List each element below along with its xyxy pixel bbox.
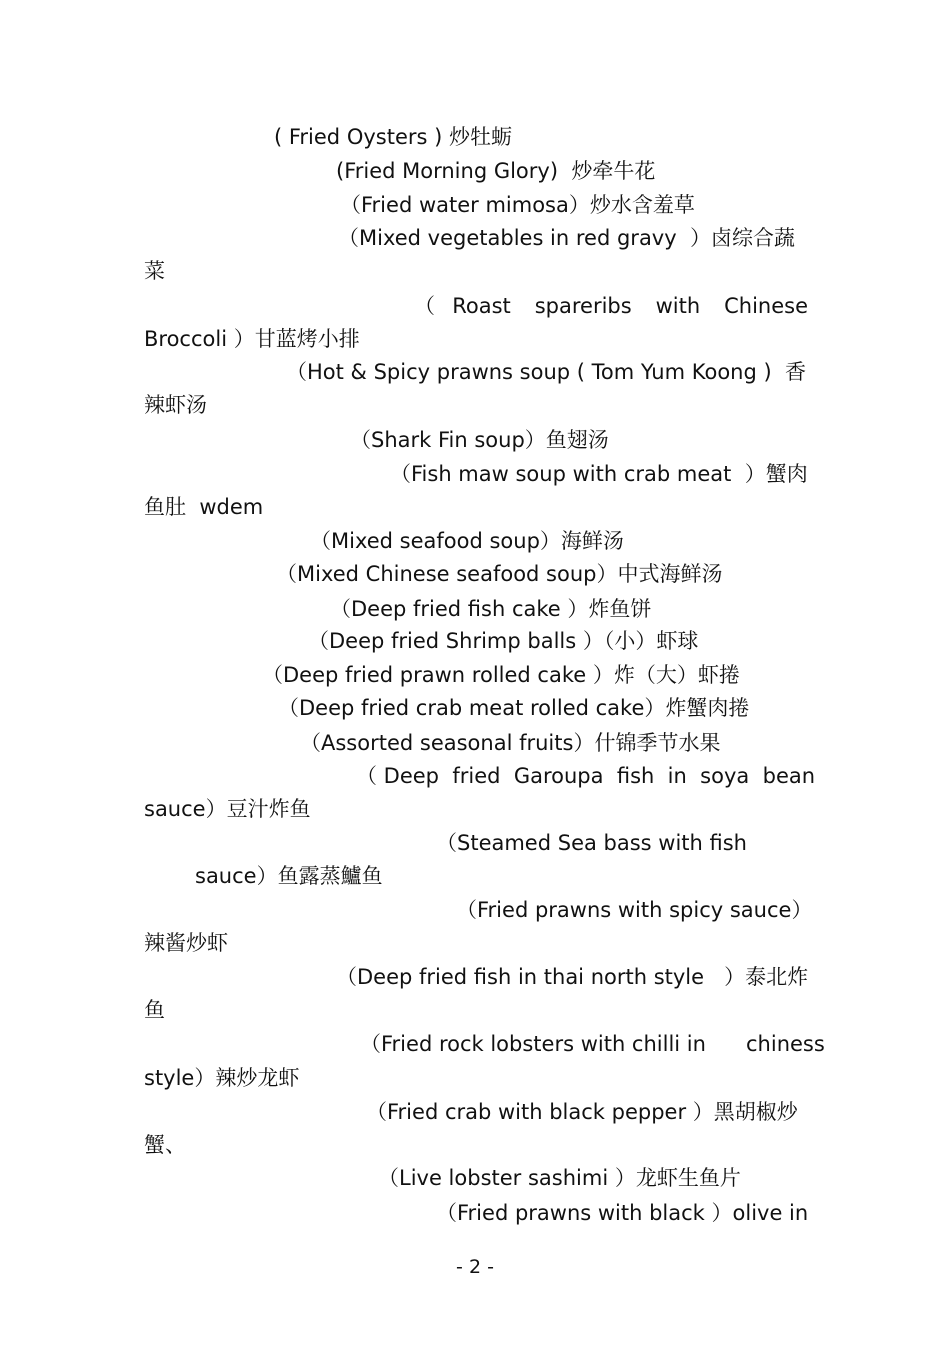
page-number: - 2 - bbox=[456, 1256, 494, 1278]
menu-line: （Fried crab with black pepper ）黑胡椒炒 bbox=[366, 1100, 798, 1124]
menu-line: （Mixed vegetables in red gravy ）卤综合蔬 bbox=[338, 226, 796, 250]
menu-line: 蟹、 bbox=[144, 1133, 186, 1157]
menu-line: （Fried prawns with black ）olive in bbox=[436, 1201, 809, 1225]
menu-line: (Fried Morning Glory) 炒牵牛花 bbox=[336, 159, 656, 183]
menu-line: 辣虾汤 bbox=[144, 393, 207, 417]
menu-line: sauce）豆汁炸鱼 bbox=[144, 797, 311, 821]
menu-line: （Fish maw soup with crab meat ）蟹肉 bbox=[390, 462, 808, 486]
menu-line: （ Deep fried Garoupa fish in soya bean bbox=[356, 764, 816, 788]
menu-line: （Deep fried fish cake ）炸鱼饼 bbox=[330, 597, 652, 621]
menu-line: sauce）鱼露蒸鱸鱼 bbox=[195, 864, 383, 888]
menu-line: style）辣炒龙虾 bbox=[144, 1066, 300, 1090]
menu-line: 鱼 bbox=[144, 998, 165, 1022]
menu-line: （Fried rock lobsters with chilli in chiness bbox=[360, 1032, 825, 1056]
menu-line: （Steamed Sea bass with fish bbox=[436, 831, 747, 855]
menu-line: （Mixed seafood soup）海鲜汤 bbox=[310, 529, 624, 553]
menu-line: （Deep fried crab meat rolled cake）炸蟹肉捲 bbox=[278, 696, 750, 720]
menu-line: （Deep fried prawn rolled cake ）炸（大）虾捲 bbox=[262, 663, 740, 687]
menu-line: （ Roast spareribs with Chinese bbox=[414, 294, 808, 318]
menu-line: （Assorted seasonal fruits）什锦季节水果 bbox=[300, 731, 721, 755]
menu-line: ( Fried Oysters ) 炒牡蛎 bbox=[274, 125, 512, 149]
menu-line: 鱼肚 wdem bbox=[144, 495, 264, 519]
menu-line: （Fried water mimosa）炒水含羞草 bbox=[340, 193, 695, 217]
menu-line: （Mixed Chinese seafood soup）中式海鲜汤 bbox=[276, 562, 723, 586]
menu-line: （Hot & Spicy prawns soup ( Tom Yum Koong ) 香 bbox=[286, 360, 807, 384]
menu-line: （Live lobster sashimi ）龙虾生鱼片 bbox=[378, 1166, 741, 1190]
menu-line: （Deep fried fish in thai north style ）泰北炸 bbox=[336, 965, 809, 989]
menu-line: 菜 bbox=[144, 259, 165, 283]
menu-line: Broccoli ）甘蓝烤小排 bbox=[144, 327, 360, 351]
menu-line: （Shark Fin soup）鱼翅汤 bbox=[350, 428, 609, 452]
menu-line: （Deep fried Shrimp balls ）（小）虾球 bbox=[308, 629, 699, 653]
menu-line: 辣酱炒虾 bbox=[144, 931, 228, 955]
menu-line: （Fried prawns with spicy sauce） bbox=[456, 898, 813, 922]
